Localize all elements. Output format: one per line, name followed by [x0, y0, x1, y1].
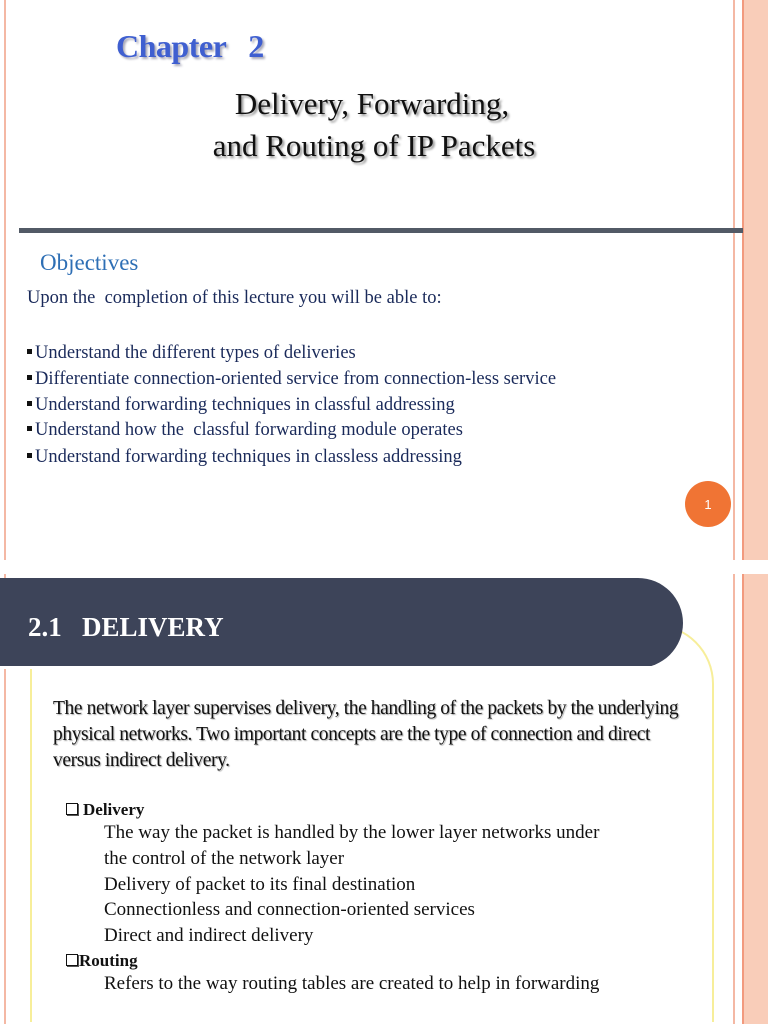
slide-2 [0, 574, 768, 1024]
divider [19, 228, 743, 233]
objective-bullet: Differentiate connection-oriented service from connection-less service [27, 369, 556, 390]
objectives-heading: Objectives [40, 250, 139, 275]
checkbox-bullet-icon [66, 954, 78, 966]
delivery-item: Connectionless and connection-oriented services [104, 899, 475, 920]
intro-text: Upon the completion of this lecture you will be able to: [27, 288, 442, 308]
delivery-item: Delivery of packet to its final destination [104, 874, 416, 895]
objective-bullet: Understand the different types of deliveries [27, 343, 356, 364]
right-border-band [742, 574, 768, 1024]
delivery-heading-label: Delivery [83, 800, 145, 819]
left-border [4, 0, 6, 560]
chapter-heading: Chapter 2 [116, 28, 264, 64]
right-border-line [733, 0, 735, 560]
routing-heading-label: Routing [79, 951, 138, 970]
title-line-1: Delivery, Forwarding, [234, 86, 510, 121]
intro-paragraph: The network layer supervises delivery, the handling of the packets by the underlying physical networks. Two important concepts are the type of connection and direct versus indirect delivery. [53, 698, 679, 771]
delivery-heading [66, 800, 144, 820]
page-number-badge: 1 [685, 481, 731, 527]
delivery-item: The way the packet is handled by the lower layer networks under [104, 822, 600, 843]
right-border-band [742, 0, 768, 560]
right-border-line [733, 574, 735, 1024]
section-header-stripe [0, 666, 683, 669]
routing-heading [66, 951, 138, 971]
title-line-2: and Routing of IP Packets [212, 128, 536, 163]
routing-item: Refers to the way routing tables are created to help in forwarding [104, 973, 600, 994]
checkbox-bullet-icon [66, 803, 78, 815]
delivery-item: Direct and indirect delivery [104, 925, 314, 946]
objective-bullet: Understand forwarding techniques in classless addressing [27, 447, 462, 468]
delivery-item: the control of the network layer [104, 848, 345, 869]
objective-bullet: Understand forwarding techniques in classful addressing [27, 395, 455, 416]
objective-bullet: Understand how the classful forwarding module operates [27, 420, 463, 441]
section-title: 2.1 DELIVERY [28, 612, 224, 642]
